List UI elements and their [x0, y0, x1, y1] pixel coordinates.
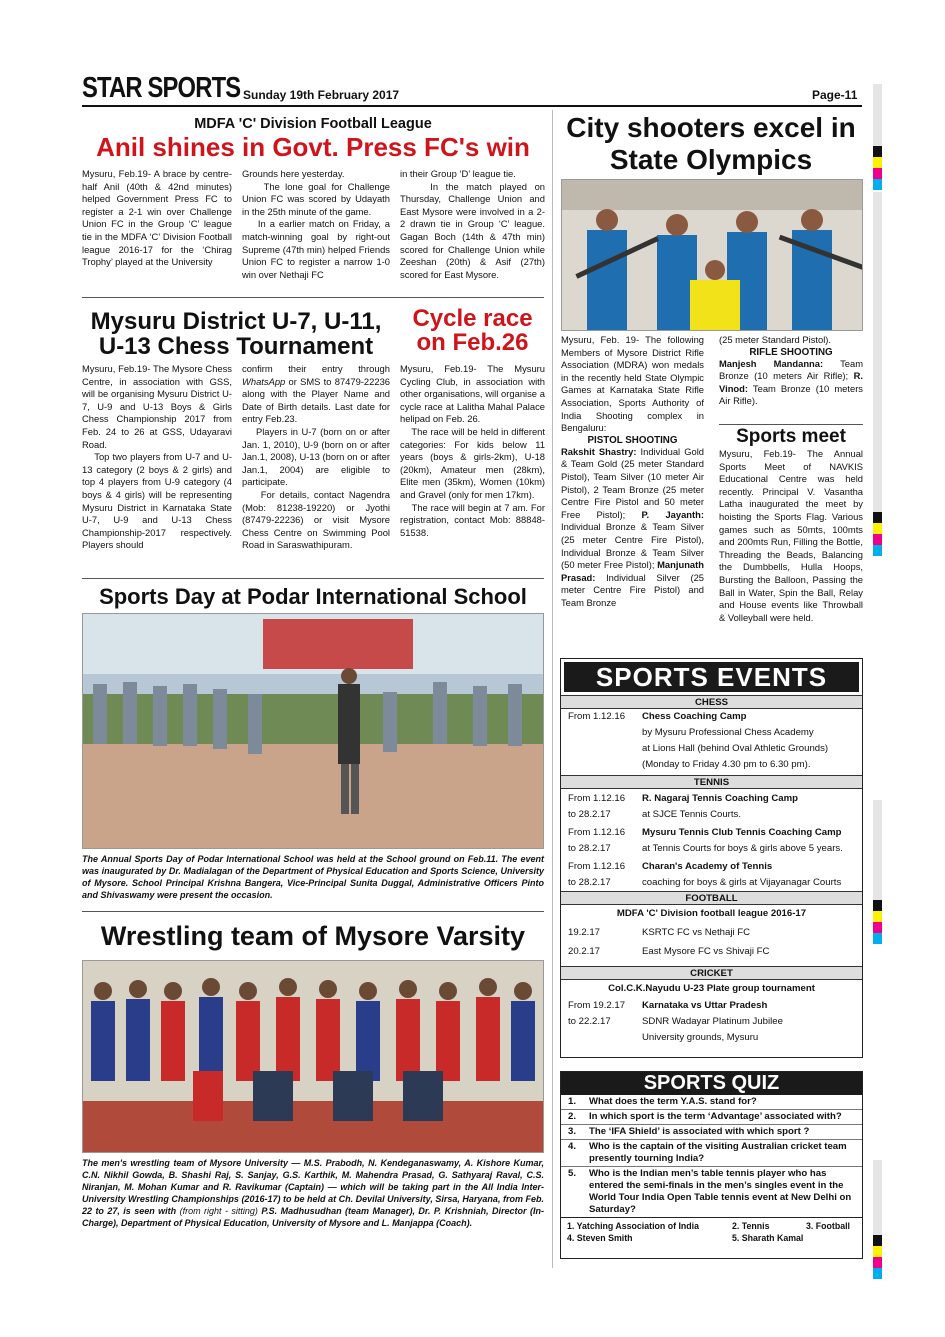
quiz-number: 4. — [568, 1141, 577, 1152]
pistol-subhead: PISTOL SHOOTING — [587, 434, 678, 446]
quiz-text: What does the term Y.A.S. stand for? — [589, 1096, 757, 1107]
event-detail: (Monday to Friday 4.30 pm to 6.30 pm). — [642, 759, 811, 770]
football-headline: Anil shines in Govt. Press FC's win — [96, 132, 530, 162]
quiz-answer: 4. Steven Smith — [567, 1233, 633, 1243]
event-row — [561, 709, 862, 773]
event-detail: SDNR Wadayar Platinum Jubilee — [642, 1016, 783, 1027]
event-row — [561, 923, 862, 942]
quiz-text: Who is the captain of the visiting Australian cricket team presently tourning India? — [589, 1141, 847, 1164]
shooter-name: Rakshit Shastry: — [561, 445, 637, 457]
chess-col2-lead: confirm their entry through — [242, 363, 393, 374]
quiz-answer: 5. Sharath Kamal — [732, 1233, 804, 1243]
event-details — [642, 998, 862, 1046]
wrestling-caption-main: The men's wrestling team of Mysore University — M.S. Prabodh, N. Kendeganaswamy, A. Kishore Kumar, C.N. Nikhil Gowda, B. Shashi Raj, S. Sanjay, G.S. Karthik, M. Mahendra Prasad, G. Sathyaraj Raval, C.S. Niranjan, M. Mohan Kumar and R. Ravikumar (Captain) — which will be taking part in the All India Inter-University Wrestling Championships (2016-17) to be held at Ch. Devilal University, Sirsa, Haryana, from Feb. 22 to 27, is seen with — [82, 1158, 544, 1216]
shooter-medals: Individual Silver (25 meter Centre Fire Pistol) and Team Bronze — [561, 571, 704, 608]
sports-meet-body: Mysuru, Feb.19- The Annual Sports Meet of NAVKIS Educational Centre was held recently. Principal V. Vasantha Latha inaugurated the meet by hoisting the Sports Flag. Various games such as 50mts, 100mts and 200mts Run, Filling the Bottle, Threading the Beads, Balancing the Dumbbells, Hulla Hoops, Bursting the Balloon, Passing the Ball in Water, Spin the Ball, Relay and House events like Throwball & Volleyball were held. — [719, 448, 863, 623]
podar-headline: Sports Day at Podar International School — [99, 584, 527, 609]
event-from: From 1.12.16 — [568, 793, 626, 804]
margin-bar — [873, 800, 882, 900]
event-date: From 1.12.16 — [568, 711, 626, 722]
issue-date: Sunday 19th February 2017 — [243, 88, 400, 102]
event-match: KSRTC FC vs Nethaji FC — [642, 927, 751, 938]
chess-col2 — [242, 363, 393, 552]
football-col1: Mysuru, Feb.19- A brace by centre-half Anil (40th & 42nd minutes) helped Government Press FC to register a 2-1 win over Challenge Union FC in the Group ‘C’ league tie in the MDFA ‘C’ Division Football league 2016-17 for the ‘Chirag Trophy’ played at the University — [82, 168, 235, 268]
event-date: 20.2.17 — [568, 946, 601, 957]
margin-bar — [873, 1160, 882, 1235]
quiz-question — [561, 1110, 862, 1125]
shooter-entry — [719, 358, 863, 408]
quiz-text: The ‘IFA Shield’ is associated with which sport ? — [589, 1126, 810, 1137]
wrestling-caption-note: (from right - sitting) — [179, 1206, 258, 1216]
quiz-number: 2. — [568, 1111, 577, 1122]
cycle-headline: Cycle race on Feb.26 — [412, 305, 533, 357]
event-detail: coaching for boys & girls at Vijayanagar Courts — [642, 877, 842, 888]
margin-bar — [873, 84, 882, 146]
event-name: Charan's Academy of Tennis — [642, 861, 773, 872]
quiz-question — [561, 1140, 862, 1167]
football-col3: in their Group ‘D’ league tie. In the match played on Thursday, Challenge Union and East Mysore were involved in a 2-2 drawn tie in Group ‘C’ league. Gagan Boch (14th & 47th min) scored for Challenge Union while Zeeshan (20th) & Asif (27th) scored for East Mysore. — [400, 168, 545, 280]
sports-events-title: SPORTS EVENTS — [564, 662, 859, 692]
sports-quiz-box — [560, 1071, 863, 1259]
event-dates — [561, 998, 642, 1046]
event-name: Karnataka vs Uttar Pradesh — [642, 1000, 768, 1011]
quiz-number: 1. — [568, 1096, 577, 1107]
football-col2: Grounds here yesterday. The lone goal for Challenge Union FC was scored by Udayath in the 25th minute of the game. In a earlier match on Friday, a match-winning goal by right-out Supreme (47th min) helped Friends Union FC to register a narrow 1-0 win over Nethaji FC — [242, 168, 391, 280]
event-from: From 1.12.16 — [568, 861, 626, 872]
whatsapp-text: WhatsApp — [242, 375, 286, 387]
wrestling-team-photo — [82, 960, 544, 1153]
chess-col1: Mysuru, Feb.19- The Mysore Chess Centre, in association with GSS, will be organising Mysuru District U-7, U-9 and U-13 Boys & Girls Chess Championship 2017 from Feb. 24 to 26 at GSS, Udayaravi Road. Top two players from U-7 and U-13 category (2 boys & 2 girls) and top 4 players from U-9 category (4 boys & 4 girls) will be representing Mysuru District in Karnataka State U-7, U-9 and U-13 Chess Championship-2017 respectively. Players should — [82, 363, 232, 551]
cmyk-registration-strip — [873, 900, 882, 944]
event-detail: at Lions Hall (behind Oval Athletic Grounds) — [642, 743, 829, 754]
cricket-tournament-title: Col.C.K.Nayudu U-23 Plate group tournament — [608, 983, 815, 994]
event-to: to 28.2.17 — [568, 843, 611, 854]
shooter-medals: Individual Gold & Team Gold (25 meter Standard Pistol), Team Silver (10 meter Air Pistol), 2 Team Bronze (25 meter Centre Fire Pistol and 50 meter Free Pistol); — [561, 445, 705, 520]
shooter-medals: Individual Bronze & Team Silver (25 meter Centre Fire Pistol), Individual Bronze & Team Silver (50 meter Free Pistol); — [561, 521, 704, 571]
event-to: to 22.2.17 — [568, 1016, 611, 1027]
cycle-body: Mysuru, Feb.19- The Mysuru Cycling Club, in association with other organisations, will organise a cycle race at Lalitha Mahal Palace helipad on Feb. 26. The race will be held in different categories: For kids below 11 years (boys & girls-2km), U-18 (20km), Amateur men (28km), Elite men (35km), Women (10km) and Gravel (only for men 17km). The race will begin at 7 am. For registration, contact Mob: 88848-51538. — [400, 363, 545, 538]
chess-headline: Mysuru District U-7, U-11, U-13 Chess Tournament — [90, 308, 382, 361]
cmyk-registration-strip — [873, 512, 882, 556]
event-row — [561, 942, 862, 961]
event-name: Chess Coaching Camp — [642, 711, 747, 722]
wrestling-caption — [82, 1157, 544, 1229]
quiz-answer: 1. Yatching Association of India — [567, 1221, 699, 1231]
event-detail: by Mysuru Professional Chess Academy — [642, 727, 814, 738]
chess-col2-rest: or SMS to 87479-22236 along with the Player Name and Date of Birth details. Last date for entry Feb.23. Players in U-7 (born on or after Jan. 1, 2010), U-9 (born on or after Jan.1, 2008), U-13 (born on or after Jan.1, 2004) are eligible to participate. For details, contact Nagendra (Mob: 81238-19220) or Jyothi (87479-22236) or visit Mysore Chess Centre on Swimming Pool Road in Saraswathipuram. — [242, 375, 391, 551]
event-to: to 28.2.17 — [568, 809, 611, 820]
header-rule — [82, 105, 862, 107]
shooter-medals: Team Bronze (10 meters Air Rifle). — [719, 382, 863, 407]
divider — [82, 297, 544, 298]
shooters-headline: City shooters excel in State Olympics — [566, 112, 856, 175]
event-from: From 1.12.16 — [568, 827, 626, 838]
event-details — [642, 825, 862, 857]
quiz-text: In which sport is the term ‘Advantage’ associated with? — [589, 1111, 842, 1122]
event-dates — [561, 825, 642, 857]
football-league-title: MDFA 'C' Division football league 2016-17 — [616, 908, 807, 919]
divider — [82, 911, 544, 912]
quiz-number: 5. — [568, 1168, 577, 1179]
event-to: to 28.2.17 — [568, 877, 611, 888]
quiz-answers — [561, 1218, 862, 1246]
shooters-col1-block — [561, 334, 704, 609]
event-row — [561, 825, 862, 857]
divider — [82, 578, 544, 579]
category-chess: CHESS — [561, 695, 862, 709]
category-cricket: CRICKET — [561, 966, 862, 980]
quiz-text: Who is the Indian men’s table tennis player who has entered the semi-finals in the men’s singles event in the World Tour India Open Table tennis event at New Delhi on Saturday? — [589, 1168, 852, 1215]
event-detail: at Tennis Courts for boys & girls above 5 years. — [642, 843, 843, 854]
quiz-number: 3. — [568, 1126, 577, 1137]
event-row — [561, 998, 862, 1046]
quiz-answer: 2. Tennis — [732, 1221, 770, 1231]
shooter-entry — [561, 446, 704, 610]
event-match: East Mysore FC vs Shivaji FC — [642, 946, 770, 957]
wrestling-headline: Wrestling team of Mysore Varsity — [100, 921, 526, 951]
event-date: 19.2.17 — [568, 927, 601, 938]
wrestling-caption-end: P.S. Madhusudhan (team Manager), Dr. P. Krishniah, Director (In-Charge), Department of Physical Education, University of Mysore and L. Manjappa (Coach). — [82, 1206, 544, 1228]
quiz-question — [561, 1125, 862, 1140]
event-from: From 19.2.17 — [568, 1000, 626, 1011]
event-row — [561, 791, 862, 823]
event-detail: at SJCE Tennis Courts. — [642, 809, 742, 820]
shooters-col2-top: (25 meter Standard Pistol). — [719, 334, 832, 345]
podar-sports-day-photo — [82, 613, 544, 849]
shooters-col2-block — [719, 334, 863, 408]
event-name: R. Nagaraj Tennis Coaching Camp — [642, 793, 799, 804]
event-dates — [561, 859, 642, 891]
event-detail: University grounds, Mysuru — [642, 1032, 759, 1043]
category-football: FOOTBALL — [561, 891, 862, 905]
shooters-photo-illustration — [562, 180, 863, 331]
shooter-name: P. Jayanth: — [641, 508, 704, 520]
rifle-subhead: RIFLE SHOOTING — [749, 346, 833, 358]
event-details — [642, 709, 862, 773]
event-row — [561, 859, 862, 891]
shooter-name: Manjunath Prasad: — [561, 559, 704, 583]
quiz-answer: 3. Football — [806, 1221, 850, 1231]
quiz-question — [561, 1167, 862, 1218]
podar-photo-illustration — [83, 614, 544, 849]
quiz-question — [561, 1095, 862, 1110]
football-kicker: MDFA 'C' Division Football League — [194, 116, 432, 132]
sports-quiz-title: SPORTS QUIZ — [561, 1072, 862, 1095]
wrestling-photo-illustration — [83, 961, 544, 1153]
cmyk-registration-strip — [873, 1235, 882, 1279]
event-name: Mysuru Tennis Club Tennis Coaching Camp — [642, 827, 842, 838]
sports-events-box — [560, 658, 863, 1058]
shooter-name: R. Vinod: — [719, 370, 864, 394]
podar-caption: The Annual Sports Day of Podar International School was held at the School ground on Feb.11. The event was inaugurated by Dr. Madialagan of the Department of Physical Education and Sports Science, University of Mysore. School Principal Krishna Bangera, Vice-Principal Sunita Duggal, Administrative Officers Pinto and Shivaswamy were present the occasion. — [82, 854, 544, 900]
masthead: STAR SPORTS — [82, 72, 241, 104]
event-details — [642, 791, 862, 823]
shooter-name: Manjesh Mandanna: — [719, 357, 824, 369]
sports-meet-headline: Sports meet — [719, 424, 863, 447]
margin-bar — [873, 192, 882, 512]
event-dates — [561, 791, 642, 823]
page-number: Page-11 — [812, 88, 858, 102]
shooters-photo — [561, 179, 863, 331]
category-tennis: TENNIS — [561, 775, 862, 789]
event-details — [642, 859, 862, 891]
cmyk-registration-strip — [873, 146, 882, 190]
column-divider — [552, 110, 553, 1268]
shooter-medals: Team Bronze (10 meters Air Rifle); — [719, 357, 864, 382]
shooters-intro: Mysuru, Feb. 19- The following Members of Mysore District Rifle Association (MDRA) won medals in the recently held State Olympic Games at Karnataka State Rifle Association, Sports Authority of India Shooting complex in Bengaluru: — [561, 334, 704, 434]
